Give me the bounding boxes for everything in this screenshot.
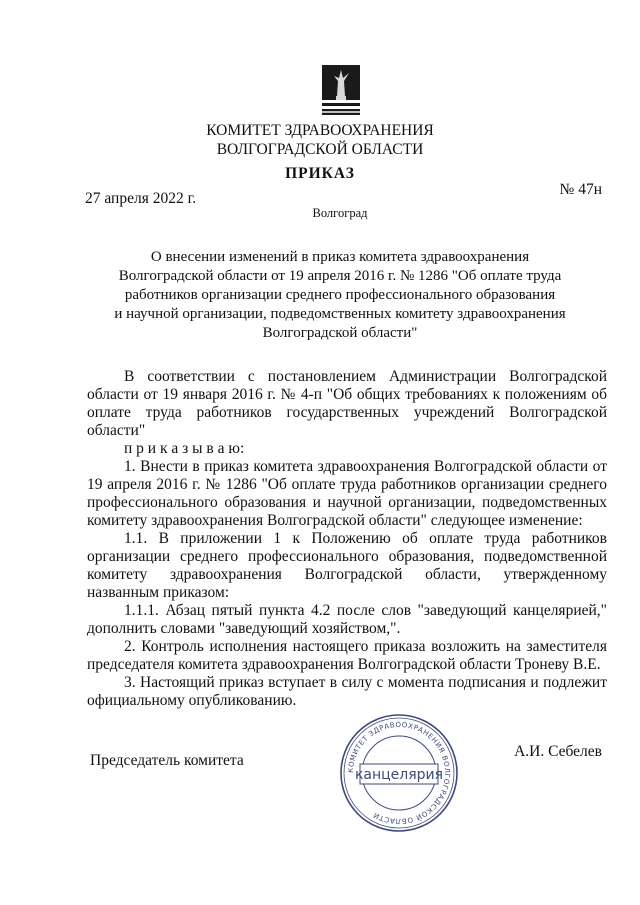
subject-line: Волгоградской области" [262, 325, 418, 341]
subject-line: О внесении изменений в приказ комитета здравоохранения [150, 249, 530, 265]
org-name-line1: КОМИТЕТ ЗДРАВООХРАНЕНИЯ [206, 122, 434, 139]
subject-line: и научной организации, подведомственных комитету здравоохранения [114, 306, 566, 322]
org-name-line2: ВОЛГОГРАДСКОЙ ОБЛАСТИ [216, 141, 424, 158]
subject-line: работников организации среднего профессионального образования [124, 287, 556, 303]
document-type: ПРИКАЗ [285, 165, 355, 182]
signatory-title: Председатель комитета [90, 752, 244, 769]
item-1-1-1: 1.1.1. Абзац пятый пункта 4.2 после слов "заведующий канцелярией," дополнить словами "заведующий хозяйством,". [87, 602, 607, 637]
order-city: Волгоград [312, 206, 368, 220]
order-date: 27 апреля 2022 г. [85, 190, 197, 207]
order-subject [0, 248, 640, 343]
seal-center-text: канцелярия [354, 767, 444, 783]
order-body [87, 368, 607, 710]
seal-ring-text: КОМИТЕТ ЗДРАВООХРАНЕНИЯ ВОЛГОГРАДСКОЙ ОБЛАСТИ [346, 720, 452, 826]
office-seal-icon [338, 712, 460, 834]
item-1-1: 1.1. В приложении 1 к Положению об оплате труда работников организации среднего профессионального образования, подведомственной комитету здравоохранения Волгоградской области, утвержденному названным приказом: [87, 530, 607, 601]
intro-paragraph: В соответствии с постановлением Администрации Волгоградской области от 19 января 2016 г. № 4-п "Об общих требованиях к положениям об оплате труда работников государственных учреждений Волгоградской области" [87, 368, 607, 439]
order-number: № 47н [559, 181, 602, 198]
subject-line: Волгоградской области от 19 апреля 2016 г. № 1286 "Об оплате труда [118, 268, 562, 284]
item-1: 1. Внести в приказ комитета здравоохранения Волгоградской области от 19 апреля 2016 г. № 1286 "Об оплате труда работников организации среднего профессионального образования и научной организации, подведомственных комитету здравоохранения Волгоградской области" следующее изменение: [87, 458, 607, 529]
item-3: 3. Настоящий приказ вступает в силу с момента подписания и подлежит официальному опубликованию. [87, 674, 607, 709]
signatory-name: А.И. Себелев [514, 743, 602, 760]
volgograd-emblem-icon [321, 64, 361, 116]
order-verb: п р и к а з ы в а ю: [124, 440, 245, 457]
item-2: 2. Контроль исполнения настоящего приказа возложить на заместителя председателя комитета здравоохранения Волгоградской области Троневу В.Е. [87, 638, 607, 673]
